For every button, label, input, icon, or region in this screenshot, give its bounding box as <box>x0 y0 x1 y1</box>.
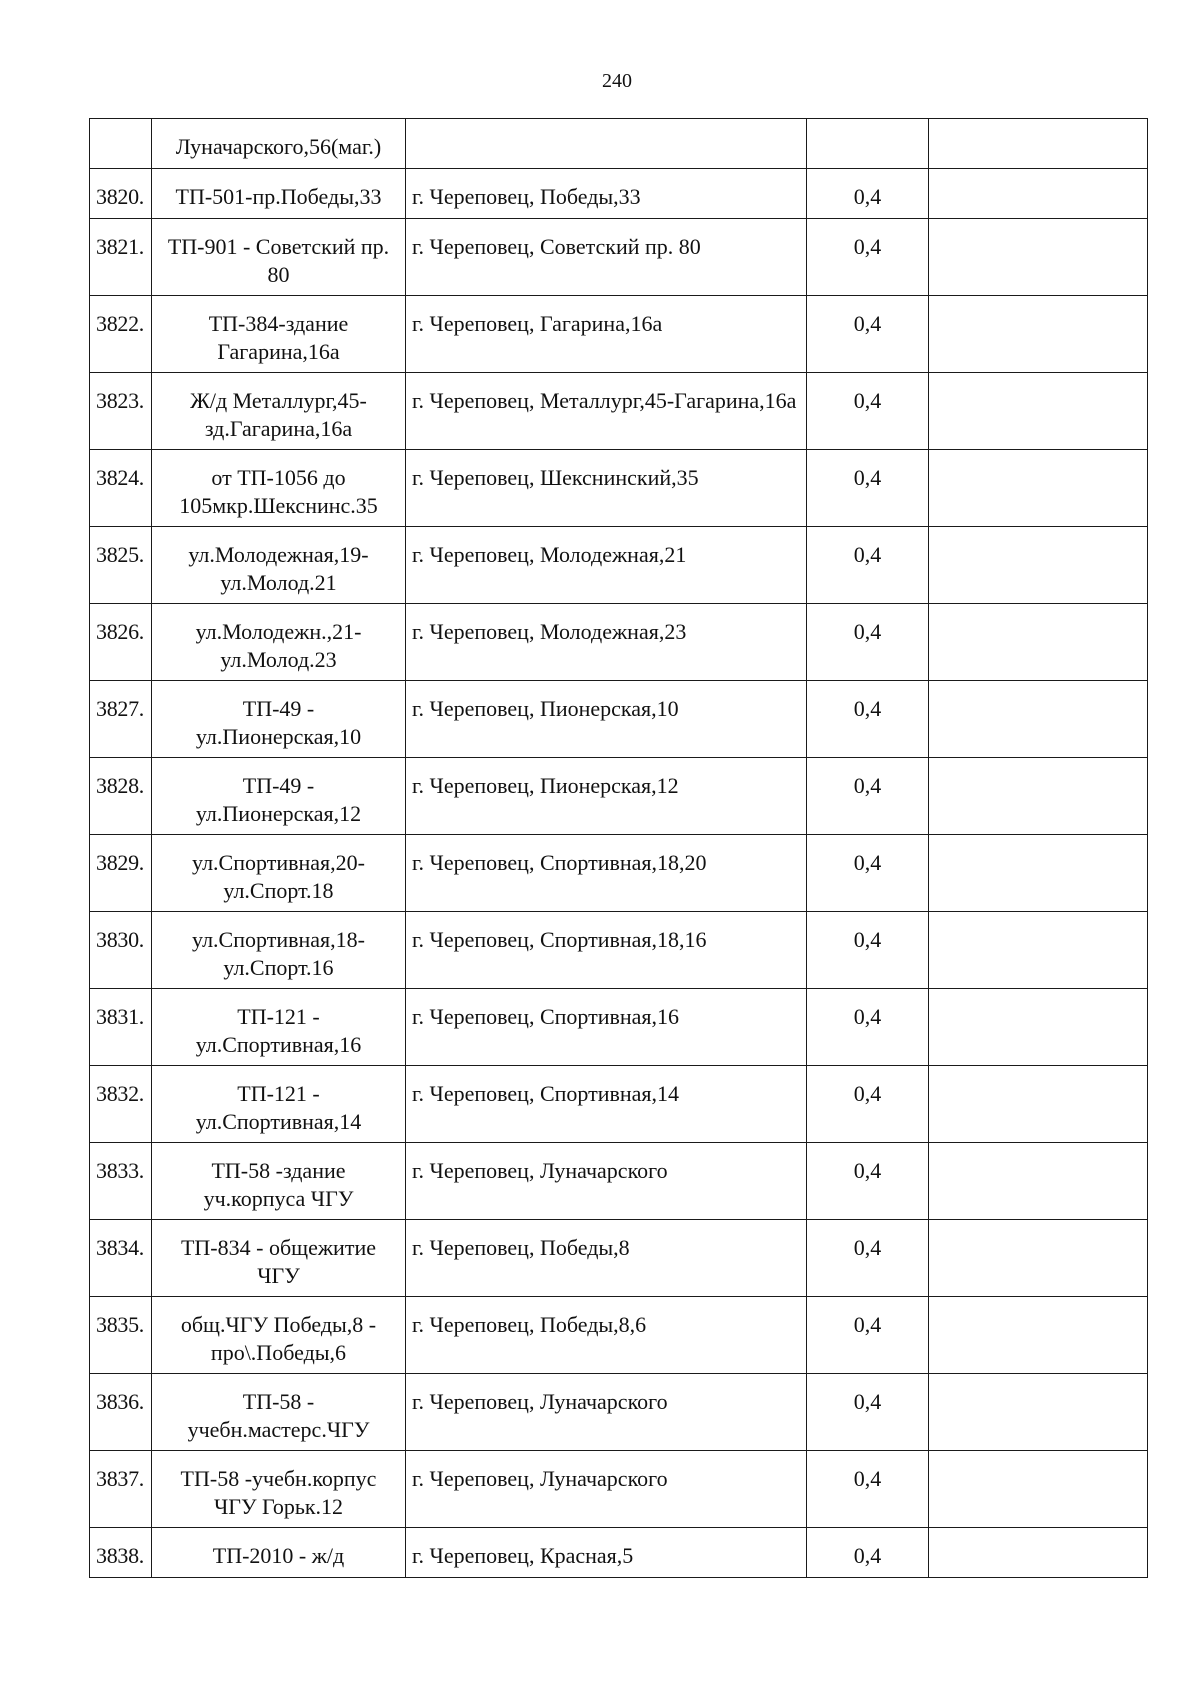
voltage-cell: 0,4 <box>807 373 929 450</box>
table-row <box>90 1143 1148 1220</box>
table-row <box>90 450 1148 527</box>
table-row <box>90 681 1148 758</box>
voltage-cell: 0,4 <box>807 1374 929 1451</box>
extra-cell <box>929 1143 1148 1220</box>
voltage-cell: 0,4 <box>807 1143 929 1220</box>
row-number-cell: 3821. <box>90 219 152 296</box>
extra-cell <box>929 1297 1148 1374</box>
row-number-cell: 3836. <box>90 1374 152 1451</box>
address-cell: г. Череповец, Металлург,45-Гагарина,16а <box>406 373 807 450</box>
extra-cell <box>929 912 1148 989</box>
object-name-cell: ТП-58 - учебн.мастерс.ЧГУ <box>152 1374 406 1451</box>
voltage-cell: 0,4 <box>807 604 929 681</box>
row-number-cell: 3837. <box>90 1451 152 1528</box>
voltage-cell: 0,4 <box>807 989 929 1066</box>
row-number-cell: 3831. <box>90 989 152 1066</box>
row-number-cell: 3822. <box>90 296 152 373</box>
address-cell <box>406 119 807 169</box>
row-number-cell: 3828. <box>90 758 152 835</box>
address-cell: г. Череповец, Спортивная,14 <box>406 1066 807 1143</box>
voltage-cell: 0,4 <box>807 527 929 604</box>
object-name-cell: ТП-384-здание Гагарина,16а <box>152 296 406 373</box>
extra-cell <box>929 1220 1148 1297</box>
table-row <box>90 1297 1148 1374</box>
table-row <box>90 1528 1148 1578</box>
table-row <box>90 373 1148 450</box>
voltage-cell: 0,4 <box>807 219 929 296</box>
object-name-cell: ТП-121 - ул.Спортивная,16 <box>152 989 406 1066</box>
extra-cell <box>929 681 1148 758</box>
row-number-cell: 3835. <box>90 1297 152 1374</box>
object-name-cell: ТП-49 - ул.Пионерская,12 <box>152 758 406 835</box>
object-name-cell: ул.Молодежн.,21-ул.Молод.23 <box>152 604 406 681</box>
extra-cell <box>929 1374 1148 1451</box>
address-cell: г. Череповец, Победы,8 <box>406 1220 807 1297</box>
extra-cell <box>929 989 1148 1066</box>
address-cell: г. Череповец, Молодежная,23 <box>406 604 807 681</box>
voltage-cell: 0,4 <box>807 681 929 758</box>
address-cell: г. Череповец, Шекснинский,35 <box>406 450 807 527</box>
object-name-cell: ТП-2010 - ж/д <box>152 1528 406 1578</box>
extra-cell <box>929 835 1148 912</box>
extra-cell <box>929 1528 1148 1578</box>
object-name-cell: Луначарского,56(маг.) <box>152 119 406 169</box>
address-cell: г. Череповец, Луначарского <box>406 1451 807 1528</box>
voltage-cell: 0,4 <box>807 296 929 373</box>
extra-cell <box>929 1451 1148 1528</box>
address-cell: г. Череповец, Спортивная,16 <box>406 989 807 1066</box>
row-number-cell: 3830. <box>90 912 152 989</box>
object-name-cell: Ж/д Металлург,45-зд.Гагарина,16а <box>152 373 406 450</box>
object-name-cell: ТП-121 - ул.Спортивная,14 <box>152 1066 406 1143</box>
object-name-cell: ул.Молодежная,19-ул.Молод.21 <box>152 527 406 604</box>
table-row <box>90 219 1148 296</box>
registry-table-body <box>90 119 1148 1578</box>
extra-cell <box>929 119 1148 169</box>
table-row <box>90 1451 1148 1528</box>
row-number-cell: 3829. <box>90 835 152 912</box>
voltage-cell: 0,4 <box>807 1528 929 1578</box>
row-number-cell: 3838. <box>90 1528 152 1578</box>
registry-table <box>89 118 1148 1578</box>
row-number-cell: 3823. <box>90 373 152 450</box>
object-name-cell: от ТП-1056 до 105мкр.Шекснинс.35 <box>152 450 406 527</box>
address-cell: г. Череповец, Победы,8,6 <box>406 1297 807 1374</box>
address-cell: г. Череповец, Молодежная,21 <box>406 527 807 604</box>
extra-cell <box>929 373 1148 450</box>
object-name-cell: ул.Спортивная,20-ул.Спорт.18 <box>152 835 406 912</box>
voltage-cell: 0,4 <box>807 835 929 912</box>
extra-cell <box>929 219 1148 296</box>
row-number-cell: 3820. <box>90 169 152 219</box>
table-row <box>90 912 1148 989</box>
voltage-cell: 0,4 <box>807 169 929 219</box>
extra-cell <box>929 169 1148 219</box>
voltage-cell: 0,4 <box>807 1220 929 1297</box>
table-row <box>90 169 1148 219</box>
object-name-cell: ТП-834 - общежитие ЧГУ <box>152 1220 406 1297</box>
row-number-cell: 3826. <box>90 604 152 681</box>
table-row <box>90 1374 1148 1451</box>
extra-cell <box>929 758 1148 835</box>
voltage-cell: 0,4 <box>807 758 929 835</box>
voltage-cell: 0,4 <box>807 1066 929 1143</box>
address-cell: г. Череповец, Гагарина,16а <box>406 296 807 373</box>
address-cell: г. Череповец, Пионерская,10 <box>406 681 807 758</box>
extra-cell <box>929 604 1148 681</box>
address-cell: г. Череповец, Спортивная,18,16 <box>406 912 807 989</box>
page-number: 240 <box>602 70 632 92</box>
extra-cell <box>929 450 1148 527</box>
voltage-cell: 0,4 <box>807 1451 929 1528</box>
object-name-cell: ТП-58 -учебн.корпус ЧГУ Горьк.12 <box>152 1451 406 1528</box>
object-name-cell: ТП-49 - ул.Пионерская,10 <box>152 681 406 758</box>
address-cell: г. Череповец, Победы,33 <box>406 169 807 219</box>
row-number-cell <box>90 119 152 169</box>
row-number-cell: 3832. <box>90 1066 152 1143</box>
object-name-cell: ул.Спортивная,18-ул.Спорт.16 <box>152 912 406 989</box>
voltage-cell: 0,4 <box>807 450 929 527</box>
extra-cell <box>929 296 1148 373</box>
row-number-cell: 3824. <box>90 450 152 527</box>
table-row <box>90 758 1148 835</box>
address-cell: г. Череповец, Луначарского <box>406 1143 807 1220</box>
table-row <box>90 296 1148 373</box>
address-cell: г. Череповец, Спортивная,18,20 <box>406 835 807 912</box>
voltage-cell <box>807 119 929 169</box>
table-row <box>90 1220 1148 1297</box>
row-number-cell: 3827. <box>90 681 152 758</box>
address-cell: г. Череповец, Красная,5 <box>406 1528 807 1578</box>
address-cell: г. Череповец, Луначарского <box>406 1374 807 1451</box>
address-cell: г. Череповец, Пионерская,12 <box>406 758 807 835</box>
object-name-cell: ТП-901 - Советский пр. 80 <box>152 219 406 296</box>
extra-cell <box>929 1066 1148 1143</box>
table-row <box>90 604 1148 681</box>
object-name-cell: ТП-58 -здание уч.корпуса ЧГУ <box>152 1143 406 1220</box>
table-row <box>90 835 1148 912</box>
table-row <box>90 527 1148 604</box>
object-name-cell: общ.ЧГУ Победы,8 - про\.Победы,6 <box>152 1297 406 1374</box>
table-row <box>90 989 1148 1066</box>
address-cell: г. Череповец, Советский пр. 80 <box>406 219 807 296</box>
row-number-cell: 3833. <box>90 1143 152 1220</box>
table-row <box>90 119 1148 169</box>
row-number-cell: 3834. <box>90 1220 152 1297</box>
object-name-cell: ТП-501-пр.Победы,33 <box>152 169 406 219</box>
row-number-cell: 3825. <box>90 527 152 604</box>
extra-cell <box>929 527 1148 604</box>
table-row <box>90 1066 1148 1143</box>
voltage-cell: 0,4 <box>807 912 929 989</box>
voltage-cell: 0,4 <box>807 1297 929 1374</box>
